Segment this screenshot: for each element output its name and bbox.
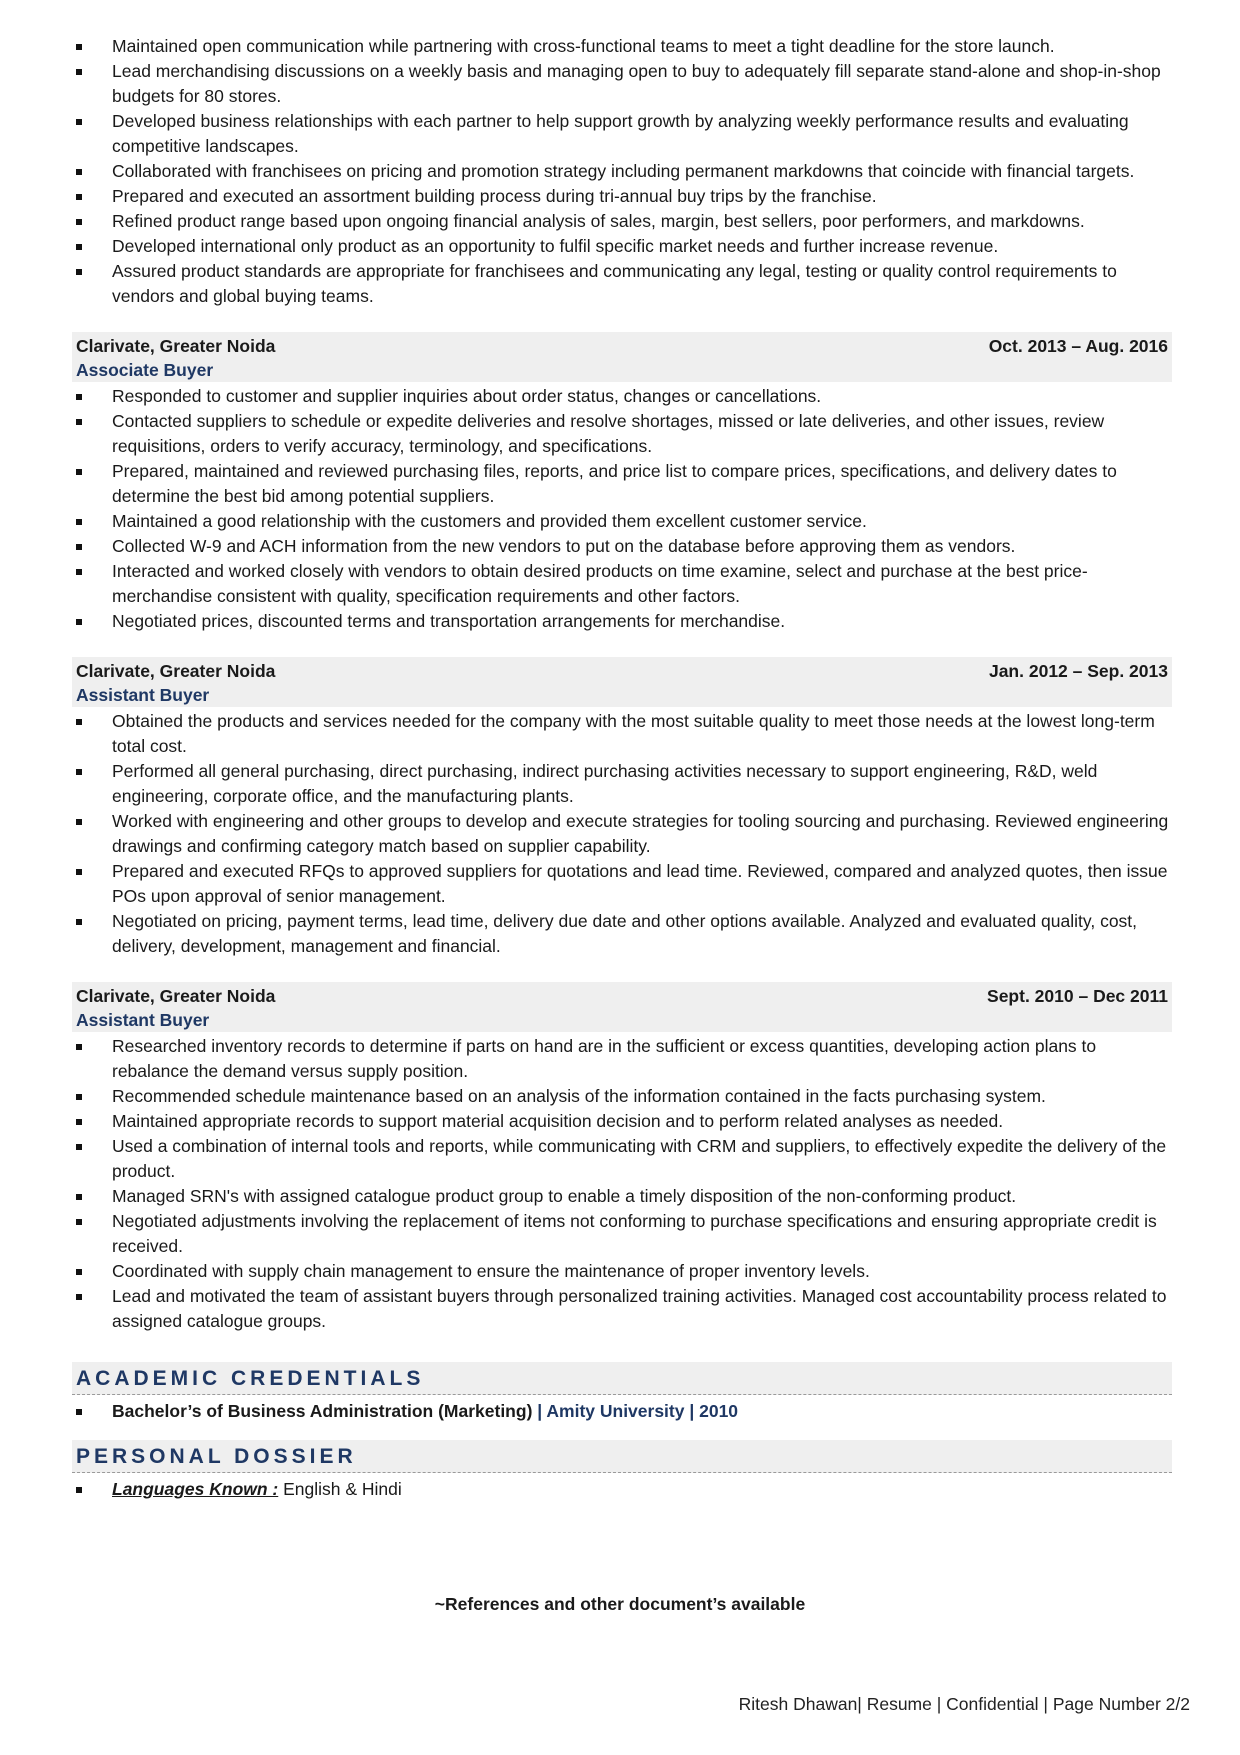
degree-details: | Amity University | 2010 bbox=[532, 1401, 739, 1421]
bullet-icon bbox=[76, 1294, 82, 1300]
list-item: Maintained appropriate records to support material acquisition decision and to perform related analyses as needed. bbox=[72, 1109, 1172, 1134]
job-dates: Sept. 2010 – Dec 2011 bbox=[987, 986, 1168, 1006]
bullet-icon bbox=[76, 1119, 82, 1125]
job-entry-associate-buyer bbox=[72, 332, 1172, 634]
section-heading: ACADEMIC CREDENTIALS bbox=[72, 1362, 1172, 1395]
bullet-icon bbox=[76, 1487, 82, 1493]
list-item: Lead and motivated the team of assistant buyers through personalized training activities. Managed cost accountability process related to assigned catalogue groups. bbox=[72, 1284, 1172, 1334]
job-header bbox=[72, 332, 1172, 382]
bullet-icon bbox=[76, 819, 82, 825]
bullet-icon bbox=[76, 269, 82, 275]
list-item: Prepared and executed RFQs to approved suppliers for quotations and lead time. Reviewed, compared and analyzed quotes, then issue POs upon approval of senior management. bbox=[72, 859, 1172, 909]
list-item bbox=[72, 1399, 1172, 1424]
intro-bullet-list bbox=[72, 34, 1172, 309]
job-company: Clarivate, Greater Noida bbox=[76, 986, 276, 1006]
languages-label: Languages Known : bbox=[112, 1479, 279, 1499]
bullet-icon bbox=[76, 719, 82, 725]
bullet-icon bbox=[76, 769, 82, 775]
bullet-icon bbox=[76, 194, 82, 200]
list-item: Collaborated with franchisees on pricing and promotion strategy including permanent markdowns that coincide with financial targets. bbox=[72, 159, 1172, 184]
list-item: Used a combination of internal tools and reports, while communicating with CRM and suppliers, to effectively expedite the delivery of the product. bbox=[72, 1134, 1172, 1184]
bullet-icon bbox=[76, 1409, 82, 1415]
job-bullet-list bbox=[72, 709, 1172, 959]
list-item: Researched inventory records to determine if parts on hand are in the sufficient or excess quantities, developing action plans to rebalance the demand versus supply position. bbox=[72, 1034, 1172, 1084]
bullet-icon bbox=[76, 469, 82, 475]
bullet-icon bbox=[76, 569, 82, 575]
list-item: Contacted suppliers to schedule or expedite deliveries and resolve shortages, missed or late deliveries, and other issues, review requisitions, orders to verify accuracy, terminology, and specifications. bbox=[72, 409, 1172, 459]
bullet-icon bbox=[76, 69, 82, 75]
list-item: Responded to customer and supplier inquiries about order status, changes or cancellations. bbox=[72, 384, 1172, 409]
list-item: Performed all general purchasing, direct purchasing, indirect purchasing activities necessary to support engineering, R&D, weld engineering, corporate office, and the manufacturing plants. bbox=[72, 759, 1172, 809]
list-item: Prepared and executed an assortment building process during tri-annual buy trips by the franchise. bbox=[72, 184, 1172, 209]
page-footer: Ritesh Dhawan| Resume | Confidential | Page Number 2/2 bbox=[738, 1694, 1190, 1714]
job-entry-assistant-buyer-2012 bbox=[72, 657, 1172, 959]
job-dates: Oct. 2013 – Aug. 2016 bbox=[988, 336, 1168, 356]
bullet-icon bbox=[76, 869, 82, 875]
bullet-icon bbox=[76, 44, 82, 50]
list-item: Refined product range based upon ongoing financial analysis of sales, margin, best sellers, poor performers, and markdowns. bbox=[72, 209, 1172, 234]
bullet-icon bbox=[76, 1144, 82, 1150]
bullet-icon bbox=[76, 169, 82, 175]
job-title: Assistant Buyer bbox=[76, 1010, 210, 1030]
languages-value: English & Hindi bbox=[278, 1479, 402, 1499]
resume-page bbox=[72, 34, 1172, 1502]
personal-section bbox=[72, 1440, 1172, 1502]
academic-section bbox=[72, 1362, 1172, 1424]
list-item bbox=[72, 1477, 1172, 1502]
references-note: ~References and other document’s available bbox=[434, 1594, 806, 1614]
list-item: Collected W-9 and ACH information from the new vendors to put on the database before approving them as vendors. bbox=[72, 534, 1172, 559]
job-bullet-list bbox=[72, 384, 1172, 634]
job-company: Clarivate, Greater Noida bbox=[76, 661, 276, 681]
bullet-icon bbox=[76, 394, 82, 400]
degree-name: Bachelor’s of Business Administration (Marketing) bbox=[112, 1401, 533, 1421]
job-title: Assistant Buyer bbox=[76, 685, 210, 705]
bullet-icon bbox=[76, 1194, 82, 1200]
list-item: Negotiated adjustments involving the replacement of items not conforming to purchase specifications and ensuring appropriate credit is received. bbox=[72, 1209, 1172, 1259]
job-company: Clarivate, Greater Noida bbox=[76, 336, 276, 356]
list-item: Lead merchandising discussions on a weekly basis and managing open to buy to adequately fill separate stand-alone and shop-in-shop budgets for 80 stores. bbox=[72, 59, 1172, 109]
bullet-icon bbox=[76, 119, 82, 125]
bullet-icon bbox=[76, 519, 82, 525]
job-bullet-list bbox=[72, 1034, 1172, 1334]
list-item: Developed international only product as an opportunity to fulfil specific market needs and further increase revenue. bbox=[72, 234, 1172, 259]
list-item: Developed business relationships with each partner to help support growth by analyzing weekly performance results and evaluating competitive landscapes. bbox=[72, 109, 1172, 159]
list-item: Maintained open communication while partnering with cross-functional teams to meet a tight deadline for the store launch. bbox=[72, 34, 1172, 59]
job-header bbox=[72, 657, 1172, 707]
bullet-icon bbox=[76, 1094, 82, 1100]
section-heading: PERSONAL DOSSIER bbox=[72, 1440, 1172, 1473]
list-item: Coordinated with supply chain management to ensure the maintenance of proper inventory levels. bbox=[72, 1259, 1172, 1284]
list-item: Obtained the products and services needed for the company with the most suitable quality to meet those needs at the lowest long-term total cost. bbox=[72, 709, 1172, 759]
bullet-icon bbox=[76, 619, 82, 625]
bullet-icon bbox=[76, 219, 82, 225]
list-item: Recommended schedule maintenance based on an analysis of the information contained in the facts purchasing system. bbox=[72, 1084, 1172, 1109]
list-item: Assured product standards are appropriate for franchisees and communicating any legal, testing or quality control requirements to vendors and global buying teams. bbox=[72, 259, 1172, 309]
job-header bbox=[72, 982, 1172, 1032]
bullet-icon bbox=[76, 1269, 82, 1275]
list-item: Maintained a good relationship with the customers and provided them excellent customer service. bbox=[72, 509, 1172, 534]
bullet-icon bbox=[76, 419, 82, 425]
list-item: Worked with engineering and other groups to develop and execute strategies for tooling sourcing and purchasing. Reviewed engineering drawings and confirming category match based on supplier capability. bbox=[72, 809, 1172, 859]
list-item: Managed SRN's with assigned catalogue product group to enable a timely disposition of the non-conforming product. bbox=[72, 1184, 1172, 1209]
bullet-icon bbox=[76, 919, 82, 925]
list-item: Prepared, maintained and reviewed purchasing files, reports, and price list to compare prices, specifications, and delivery dates to determine the best bid among potential suppliers. bbox=[72, 459, 1172, 509]
job-dates: Jan. 2012 – Sep. 2013 bbox=[988, 661, 1168, 681]
bullet-icon bbox=[76, 544, 82, 550]
list-item: Negotiated on pricing, payment terms, lead time, delivery due date and other options available. Analyzed and evaluated quality, cost, delivery, development, management and financial. bbox=[72, 909, 1172, 959]
job-title: Associate Buyer bbox=[76, 360, 214, 380]
job-entry-assistant-buyer-2010 bbox=[72, 982, 1172, 1334]
list-item: Negotiated prices, discounted terms and transportation arrangements for merchandise. bbox=[72, 609, 1172, 634]
bullet-icon bbox=[76, 1044, 82, 1050]
list-item: Interacted and worked closely with vendors to obtain desired products on time examine, select and purchase at the best price-merchandise consistent with quality, specification requirements and other factors. bbox=[72, 559, 1172, 609]
bullet-icon bbox=[76, 244, 82, 250]
bullet-icon bbox=[76, 1219, 82, 1225]
